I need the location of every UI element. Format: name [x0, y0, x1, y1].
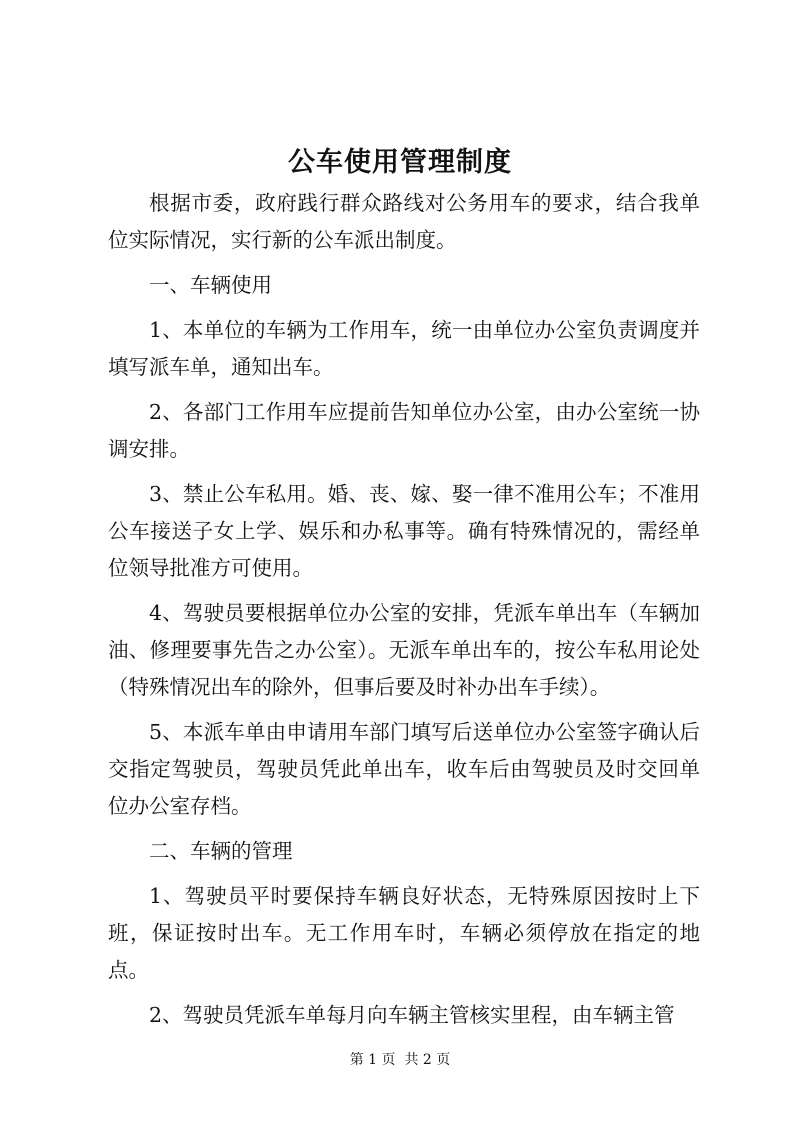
paragraph: 1、本单位的车辆为工作用车，统一由单位办公室负责调度并填写派车单，通知出车。	[108, 318, 700, 379]
paragraph: 1、驾驶员平时要保持车辆良好状态，无特殊原因按时上下班，保证按时出车。无工作用车时，车辆必须停放在指定的地点。	[108, 884, 700, 982]
paragraph: 2、各部门工作用车应提前告知单位办公室，由办公室统一协调安排。	[108, 400, 700, 461]
document-body	[108, 185, 700, 1034]
paragraph: 根据市委，政府践行群众路线对公务用车的要求，结合我单位实际情况，实行新的公车派出制度。	[108, 191, 700, 252]
paragraph: 3、禁止公车私用。婚、丧、嫁、娶一律不准用公车；不准用公车接送子女上学、娱乐和办私事等。确有特殊情况的，需经单位领导批准方可使用。	[108, 482, 700, 580]
page-total: 共 2 页	[404, 1052, 451, 1068]
page-number: 第 1 页	[349, 1052, 396, 1068]
paragraph: 5、本派车单由申请用车部门填写后送单位办公室签字确认后交指定驾驶员，驾驶员凭此单出车，收车后由驾驶员及时交回单位办公室存档。	[108, 720, 700, 818]
section-heading: 一、车辆使用	[149, 273, 272, 297]
paragraph: 2、驾驶员凭派车单每月向车辆主管核实里程，由车辆主管	[149, 1003, 675, 1027]
page-footer	[0, 1049, 800, 1069]
document-title: 公车使用管理制度	[288, 147, 512, 178]
paragraph: 4、驾驶员要根据单位办公室的安排，凭派车单出车（车辆加油、修理要事先告之办公室）。无派车单出车的，按公车私用论处（特殊情况出车的除外，但事后要及时补办出车手续）。	[108, 601, 700, 699]
section-heading: 二、车辆的管理	[149, 839, 293, 863]
